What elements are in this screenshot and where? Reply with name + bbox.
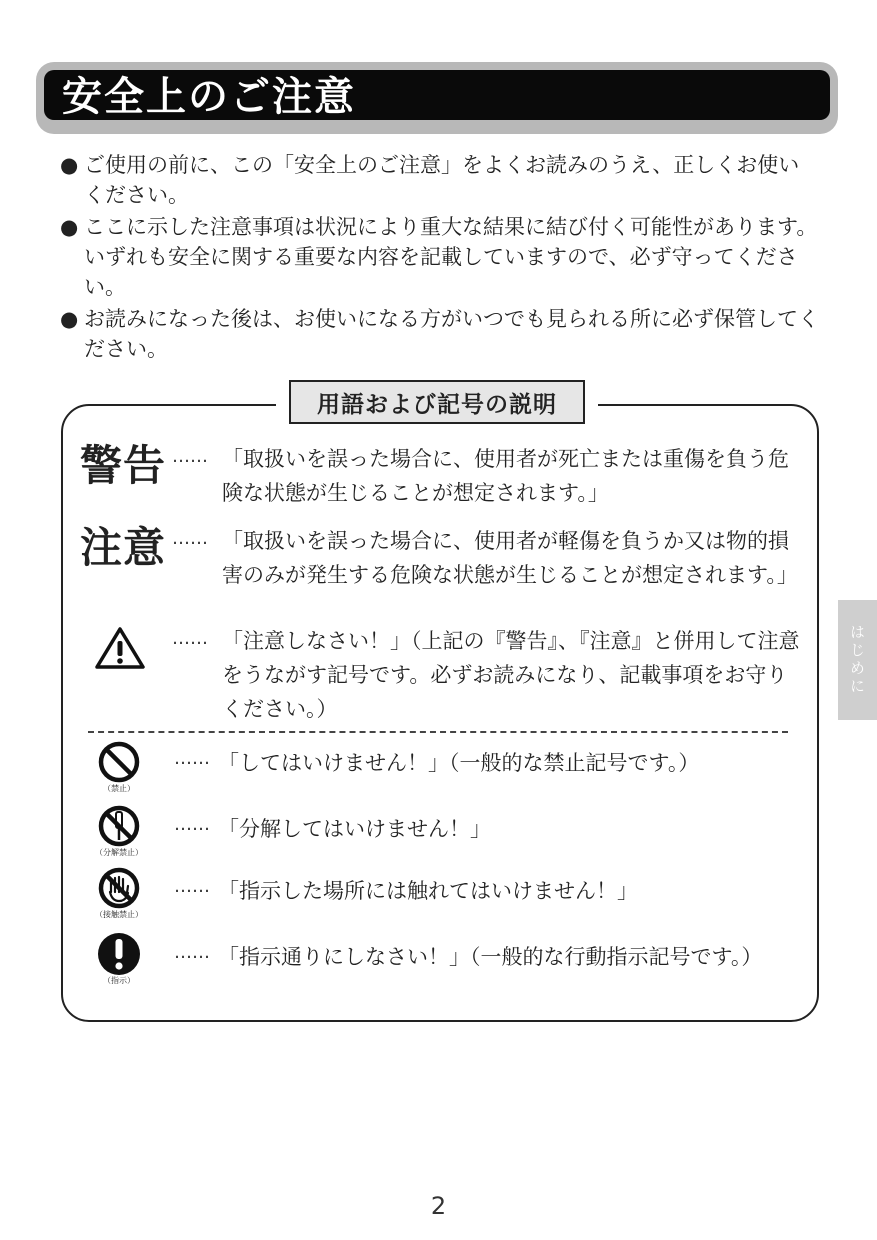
caution-description: 「取扱いを誤った場合に、使用者が軽傷を負うか又は物的損害のみが発生する危険な状態が生じることが想定されます。」 [222, 529, 798, 587]
box-title: 用語および記号の説明 [289, 380, 585, 424]
bullet-icon: ● [60, 215, 79, 239]
symbol-caption: （指示） [103, 976, 135, 985]
symbol-description: 「してはいけません！」（一般的な禁止記号です。） [218, 751, 700, 775]
intro-text: お読みになった後は、お使いになる方がいつでも見られる所に必ず保管してください。 [84, 307, 819, 361]
page-title: 安全上のご注意 [62, 74, 356, 120]
symbol-row-no-touch [92, 866, 792, 926]
bullet-icon: ● [60, 307, 79, 331]
warning-label: 警告 [80, 441, 167, 490]
leader-dots: …… [174, 942, 210, 963]
symbol-row-prohibition [92, 740, 792, 800]
intro-item [60, 304, 820, 364]
leader-dots: …… [172, 628, 208, 649]
intro-item [60, 212, 820, 302]
title-bar [36, 62, 838, 134]
symbol-row-mandatory [92, 932, 792, 992]
bullet-icon: ● [60, 153, 79, 177]
attention-description: 「注意しなさい！」（上記の『警告』、『注意』と併用して注意をうながす記号です。必ずお読みになり、記載事項をお守りください。） [222, 629, 800, 721]
leader-dots: …… [174, 876, 210, 897]
page-number: 2 [430, 1192, 447, 1220]
leader-dots: …… [174, 748, 210, 769]
intro-item [60, 150, 820, 210]
intro-list [60, 150, 820, 366]
no-disassembly-icon [92, 804, 146, 858]
symbol-description: 「指示した場所には触れてはいけません！」 [218, 879, 638, 903]
section-side-tab[interactable] [838, 600, 877, 720]
warning-triangle-icon [94, 626, 146, 680]
symbol-description: 「分解してはいけません！」 [218, 817, 491, 841]
mandatory-instruction-icon [92, 932, 146, 986]
no-touch-icon [92, 866, 146, 920]
dashed-divider [88, 731, 788, 733]
side-tab-label: はじめに [848, 624, 866, 696]
symbol-caption: （禁止） [103, 784, 135, 793]
symbol-caption: （分解禁止） [95, 848, 143, 857]
leader-dots: …… [174, 814, 210, 835]
leader-dots: …… [172, 446, 208, 467]
caution-label: 注意 [80, 523, 167, 572]
symbol-row-no-disassembly [92, 804, 792, 864]
symbol-caption: （接触禁止） [95, 910, 143, 919]
leader-dots: …… [172, 528, 208, 549]
warning-description: 「取扱いを誤った場合に、使用者が死亡または重傷を負う危険な状態が生じることが想定されます。」 [222, 447, 789, 505]
title-inner [44, 70, 830, 120]
prohibition-icon [92, 740, 146, 794]
symbol-description: 「指示通りにしなさい！」（一般的な行動指示記号です。） [218, 945, 763, 969]
intro-text: ここに示した注意事項は状況により重大な結果に結び付く可能性があります。いずれも安全に関する重要な内容を記載していますので、必ず守ってください。 [84, 215, 818, 299]
intro-text: ご使用の前に、この「安全上のご注意」をよくお読みのうえ、正しくお使いください。 [84, 153, 800, 207]
